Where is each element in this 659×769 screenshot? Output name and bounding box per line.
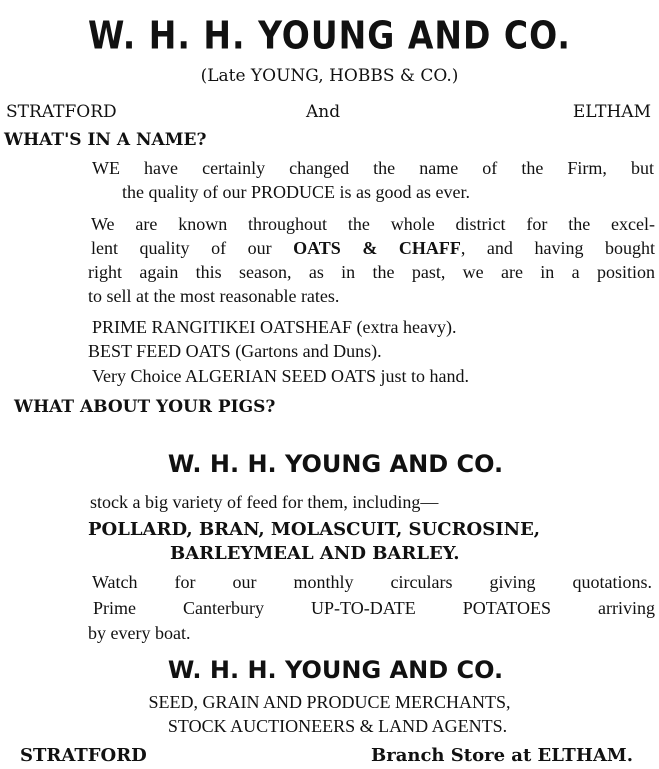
feed-list-line: POLLARD, BRAN, MOLASCUIT, SUCROSINE, — [88, 519, 541, 540]
circular-notice: Watch for our monthly circulars giving quotations. — [92, 572, 652, 592]
paragraph-line: to sell at the most reasonable rates. — [88, 286, 340, 306]
paragraph-line: the quality of our PRODUCE is as good as ever. — [122, 182, 470, 202]
footer-stratford: STRATFORD — [20, 745, 147, 766]
paragraph-line: right again this season, as in the past, we are in a position — [88, 262, 655, 282]
firm-title: W. H. H. YOUNG AND CO. — [88, 13, 571, 58]
footer-branch-store: Branch Store at ELTHAM. — [371, 745, 633, 766]
paragraph-line: WE have certainly changed the name of the Firm, but — [92, 158, 654, 178]
product-item: Very Choice ALGERIAN SEED OATS just to hand. — [92, 366, 469, 386]
potatoes-line: Prime Canterbury UP-TO-DATE POTATOES arriving — [93, 598, 655, 618]
feed-list-line: BARLEYMEAL AND BARLEY. — [170, 543, 460, 564]
location-stratford: STRATFORD — [6, 102, 117, 122]
firm-name-mid: W. H. H. YOUNG AND CO. — [167, 450, 504, 478]
section-heading-name: WHAT'S IN A NAME? — [4, 130, 207, 150]
feed-intro: stock a big variety of feed for them, including— — [90, 492, 439, 512]
potatoes-line: by every boat. — [88, 623, 191, 643]
oats-chaff-emphasis: OATS & CHAFF — [293, 238, 461, 258]
section-heading-pigs: WHAT ABOUT YOUR PIGS? — [14, 397, 276, 417]
text-run: lent quality of our — [91, 238, 294, 258]
location-eltham: ELTHAM — [572, 102, 651, 122]
firm-name-footer: W. H. H. YOUNG AND CO. — [167, 656, 504, 684]
firm-subtitle: (Late YOUNG, HOBBS & CO.) — [200, 66, 459, 86]
location-and: And — [306, 102, 341, 122]
business-description: STOCK AUCTIONEERS & LAND AGENTS. — [167, 716, 508, 736]
product-item: PRIME RANGITIKEI OATSHEAF (extra heavy). — [92, 317, 457, 337]
product-item: BEST FEED OATS (Gartons and Duns). — [88, 341, 382, 361]
text-run: , and having bought — [460, 238, 655, 258]
paragraph-line — [91, 238, 655, 259]
business-description: SEED, GRAIN AND PRODUCE MERCHANTS, — [148, 692, 511, 712]
paragraph-line: We are known throughout the whole district for the excel- — [91, 214, 655, 234]
